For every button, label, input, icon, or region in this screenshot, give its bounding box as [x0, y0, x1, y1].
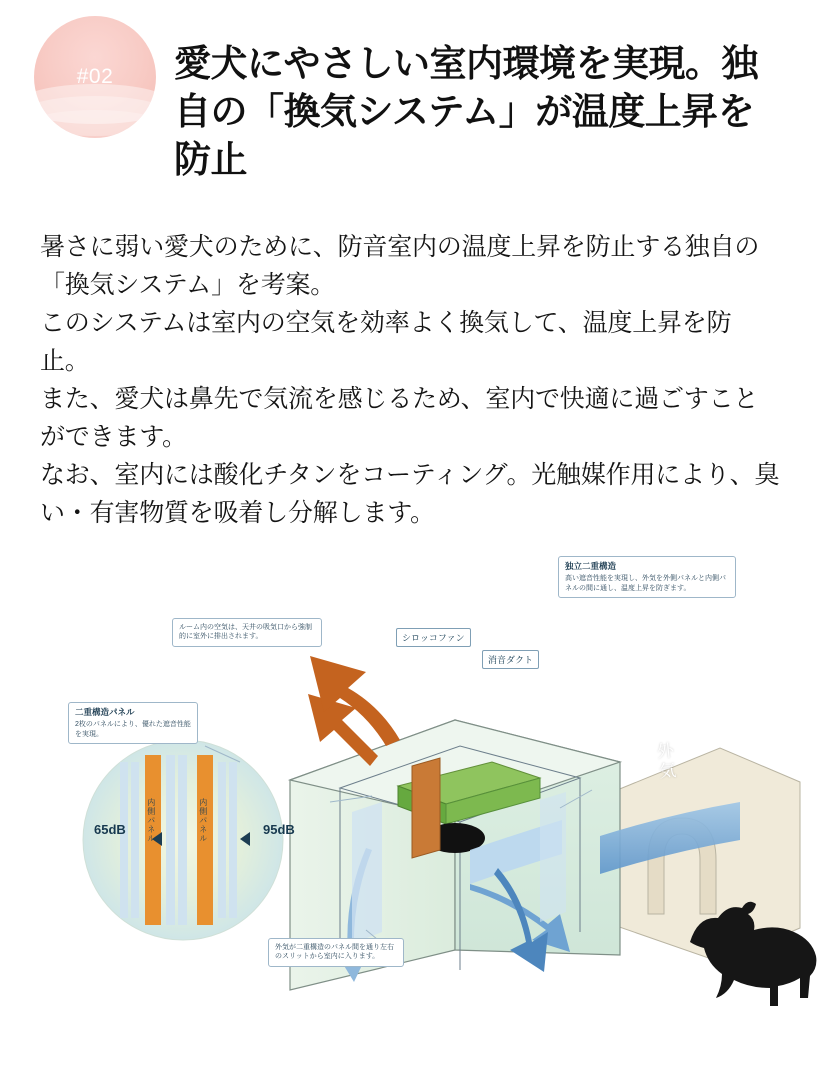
label-inner-panel-right: 内側パネル	[198, 797, 208, 843]
db-label-inside: 95dB	[263, 821, 295, 837]
header	[0, 0, 822, 208]
note-exhaust	[172, 618, 322, 647]
exhaust-duct	[412, 758, 440, 858]
note-text: 2枚のパネルにより、優れた遮音性能を実現。	[75, 721, 191, 738]
note-text: 高い遮音性能を実現し、外気を外側パネルと内側パネルの間に通し、温度上昇を防ぎます。	[565, 575, 726, 592]
note-title: 独立二重構造	[565, 560, 617, 571]
body-copy	[0, 208, 822, 532]
page-title: 愛犬にやさしい室内環境を実現。独自の「換気システム」が温度上昇を防止	[174, 40, 758, 181]
label-outside-air: 外気	[652, 740, 677, 783]
badge-number: #02	[76, 65, 114, 88]
note-text: 外気が二重構造のパネル間を通り左右のスリットから室内に入ります。	[275, 943, 394, 961]
label-inner-panel-left: 内側パネル	[146, 797, 156, 843]
body-paragraph-3: また、愛犬は鼻先で気流を感じるため、室内で快適に過ごすことができます。	[40, 383, 759, 451]
badge-wave-decoration	[34, 110, 156, 138]
tag-sirocco-fan: シロッコファン	[396, 628, 471, 647]
note-intake-path	[268, 938, 404, 967]
note-double-structure	[558, 556, 736, 598]
body-paragraph-2: このシステムは室内の空気を効率よく換気して、温度上昇を防止。	[40, 307, 732, 375]
body-paragraph-1: 暑さに弱い愛犬のために、防音室内の温度上昇を防止する独自の「換気システム」を考案。	[40, 231, 760, 299]
section-badge	[34, 16, 156, 138]
note-double-panel	[68, 702, 198, 744]
db-label-outside: 65dB	[94, 821, 126, 837]
body-paragraph-4: なお、室内には酸化チタンをコーティング。光触媒作用により、臭い・有害物質を吸着し分解します。	[40, 459, 780, 527]
tag-silencer-duct: 消音ダクト	[482, 650, 539, 669]
ventilation-system-diagram	[0, 550, 822, 1020]
note-title: 二重構造パネル	[75, 706, 135, 717]
note-text: ルーム内の空気は、天井の吸気口から強制的に室外に排出されます。	[179, 623, 312, 641]
diagram-illustration	[0, 550, 822, 1020]
